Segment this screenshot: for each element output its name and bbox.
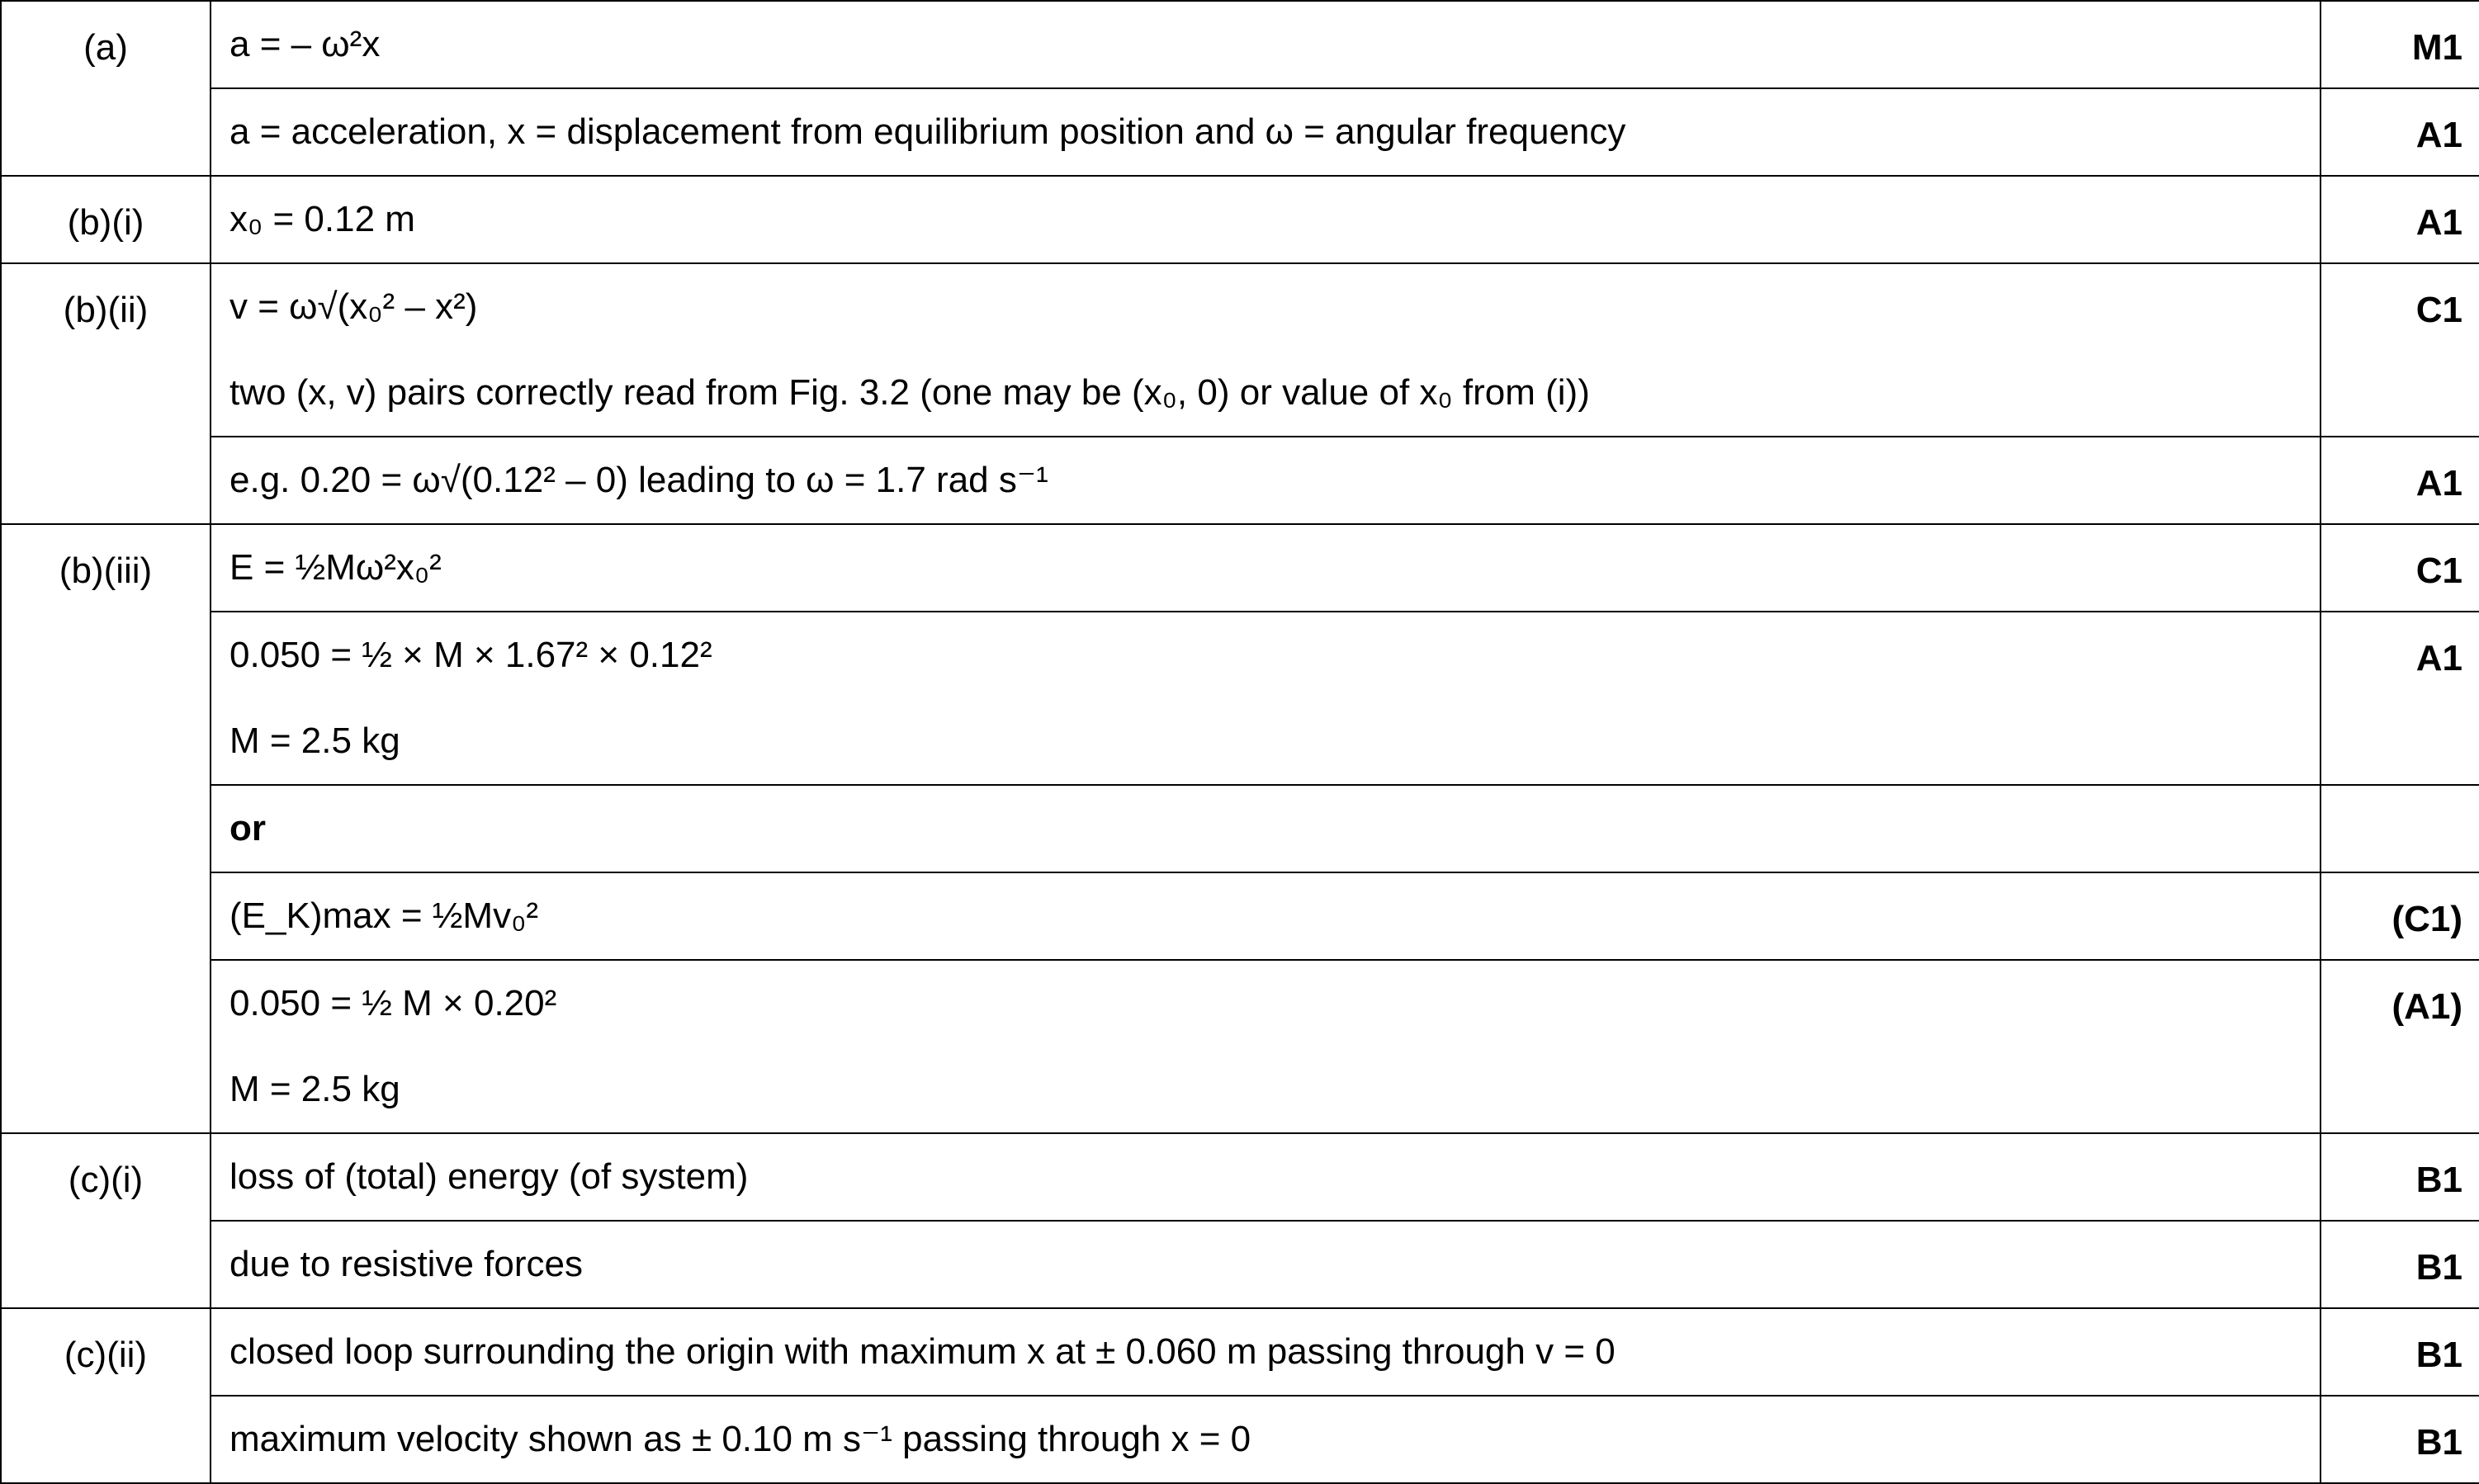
answer-cell [211, 1308, 2321, 1396]
answer-cell [211, 176, 2321, 263]
question-part-label: (c)(i) [1, 1133, 211, 1308]
table-row [1, 1133, 2479, 1221]
answer-line: e.g. 0.20 = ω√(0.12² – 0) leading to ω = 1.7 rad s⁻¹ [229, 460, 1048, 500]
answer-cell [211, 437, 2321, 524]
answer-cell [211, 1221, 2321, 1308]
answer-line: two (x, v) pairs correctly read from Fig. 3.2 (one may be (x₀, 0) or value of x₀ from (i)) [229, 372, 1590, 413]
mark-cell: C1 [2321, 524, 2479, 612]
answer-cell [211, 524, 2321, 612]
table-row [1, 1308, 2479, 1396]
table-row [1, 785, 2479, 872]
answer-line: a = acceleration, x = displacement from equilibrium position and ω = angular frequency [229, 111, 1626, 152]
answer-line: maximum velocity shown as ± 0.10 m s⁻¹ passing through x = 0 [229, 1419, 1251, 1459]
mark-cell: C1 [2321, 263, 2479, 437]
mark-cell: B1 [2321, 1221, 2479, 1308]
answer-line: a = – ω²x [229, 24, 381, 64]
mark-cell: B1 [2321, 1133, 2479, 1221]
answer-line: due to resistive forces [229, 1244, 583, 1284]
answer-line: 0.050 = ½ × M × 1.67² × 0.12² [229, 635, 712, 675]
mark-cell: A1 [2321, 437, 2479, 524]
answer-line: closed loop surrounding the origin with maximum x at ± 0.060 m passing through v = 0 [229, 1331, 1616, 1372]
answer-cell [211, 612, 2321, 785]
mark-cell: M1 [2321, 1, 2479, 88]
answer-line: v = ω√(x₀² – x²) [229, 286, 478, 327]
alternative-method-label: or [229, 808, 266, 848]
answer-line: E = ½Mω²x₀² [229, 547, 442, 588]
table-row [1, 612, 2479, 785]
answer-line: x₀ = 0.12 m [229, 199, 415, 239]
mark-cell [2321, 785, 2479, 872]
answer-line: M = 2.5 kg [229, 721, 400, 761]
mark-cell: A1 [2321, 612, 2479, 785]
table-row [1, 437, 2479, 524]
mark-cell: B1 [2321, 1396, 2479, 1483]
mark-cell: (A1) [2321, 960, 2479, 1133]
table-row [1, 176, 2479, 263]
table-row [1, 1221, 2479, 1308]
answer-line: 0.050 = ½ M × 0.20² [229, 983, 557, 1023]
table-row [1, 872, 2479, 960]
question-part-label: (b)(iii) [1, 524, 211, 1133]
question-part-label: (c)(ii) [1, 1308, 211, 1483]
answer-cell [211, 1, 2321, 88]
mark-cell: B1 [2321, 1308, 2479, 1396]
mark-cell: A1 [2321, 176, 2479, 263]
answer-line: (E_K)max = ½Mv₀² [229, 896, 538, 936]
answer-cell [211, 263, 2321, 437]
answer-cell [211, 872, 2321, 960]
question-part-label: (a) [1, 1, 211, 176]
mark-cell: (C1) [2321, 872, 2479, 960]
answer-line: M = 2.5 kg [229, 1069, 400, 1109]
table-row [1, 960, 2479, 1133]
table-row [1, 88, 2479, 176]
answer-cell [211, 88, 2321, 176]
answer-cell [211, 960, 2321, 1133]
table-row [1, 1396, 2479, 1483]
question-part-label: (b)(ii) [1, 263, 211, 524]
answer-cell [211, 1133, 2321, 1221]
answer-cell [211, 785, 2321, 872]
table-row [1, 263, 2479, 437]
table-row [1, 524, 2479, 612]
answer-cell [211, 1396, 2321, 1483]
question-part-label: (b)(i) [1, 176, 211, 263]
answer-line: loss of (total) energy (of system) [229, 1156, 749, 1197]
mark-cell: A1 [2321, 88, 2479, 176]
table-row [1, 1, 2479, 88]
